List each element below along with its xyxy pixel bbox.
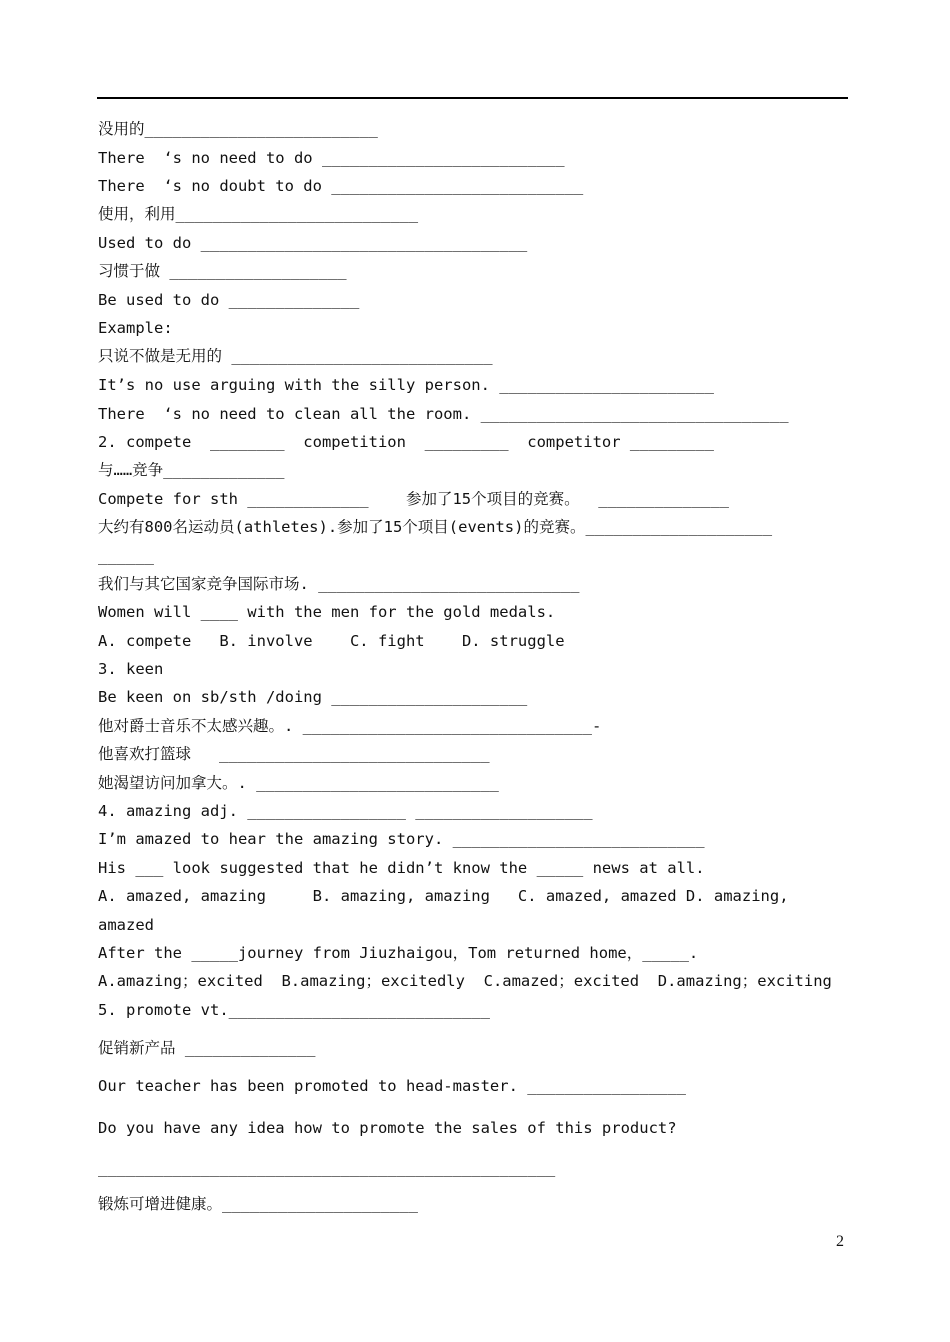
- text-line: 2. compete ________ competition _________ competitor _________: [98, 433, 714, 451]
- text-line: I’m amazed to hear the amazing story. ___________________________: [98, 830, 705, 848]
- text-line: 没用的_________________________: [98, 120, 378, 138]
- text-line: 锻炼可增进健康。_____________________: [98, 1195, 418, 1213]
- page-number: 2: [836, 1233, 844, 1250]
- text-line: It’s no use arguing with the silly person. _______________________: [98, 376, 714, 394]
- text-line: 我们与其它国家竞争国际市场. ____________________________: [98, 575, 580, 593]
- text-line: 大约有800名运动员(athletes).参加了15个项目(events)的竞赛。____________________: [98, 518, 773, 536]
- text-line: Example:: [98, 319, 173, 337]
- text-line: 习惯于做 ___________________: [98, 262, 347, 280]
- text-line: Our teacher has been promoted to head-master. _________________: [98, 1077, 686, 1095]
- header-rule: [97, 97, 848, 99]
- text-line: Women will ____ with the men for the gold medals.: [98, 603, 556, 621]
- text-line: 他喜欢打篮球 _____________________________: [98, 745, 490, 763]
- text-line: 促销新产品 ______________: [98, 1039, 316, 1057]
- text-line: 与……竞争_____________: [98, 461, 285, 479]
- text-line: A.amazing；excited B.amazing；excitedly C.amazed；excited D.amazing；exciting: [98, 972, 832, 990]
- text-line: A. compete B. involve C. fight D. struggle: [98, 632, 565, 650]
- text-line: 使用，利用__________________________: [98, 205, 419, 223]
- text-line: Be used to do ______________: [98, 291, 360, 309]
- text-line: There ‘s no doubt to do ___________________________: [98, 177, 584, 195]
- text-line: There ‘s no need to clean all the room. _________________________________: [98, 405, 789, 423]
- text-line: _________________________________________________: [98, 1159, 556, 1177]
- text-line: Used to do ___________________________________: [98, 234, 528, 252]
- text-line: 她渴望访问加拿大。. __________________________: [98, 774, 499, 792]
- text-line: 3. keen: [98, 660, 164, 678]
- text-line: amazed: [98, 916, 154, 934]
- text-line: His ___ look suggested that he didn’t know the _____ news at all.: [98, 859, 705, 877]
- text-line: After the _____journey from Jiuzhaigou，Tom returned home，_____.: [98, 944, 699, 962]
- text-line: 他对爵士音乐不太感兴趣。. _______________________________-: [98, 717, 602, 735]
- text-line: There ‘s no need to do __________________________: [98, 149, 565, 167]
- text-line: 只说不做是无用的 ____________________________: [98, 347, 493, 365]
- text-line: 4. amazing adj. _________________ ___________________: [98, 802, 593, 820]
- text-line: ______: [98, 547, 154, 565]
- text-line: A. amazed, amazing B. amazing, amazing C. amazed, amazed D. amazing,: [98, 887, 789, 905]
- text-line: Do you have any idea how to promote the sales of this product?: [98, 1119, 677, 1137]
- text-line: Be keen on sb/sth /doing _____________________: [98, 688, 528, 706]
- text-line: Compete for sth _____________ 参加了15个项目的竞赛。 ______________: [98, 490, 729, 508]
- text-line: 5. promote vt.____________________________: [98, 1001, 490, 1019]
